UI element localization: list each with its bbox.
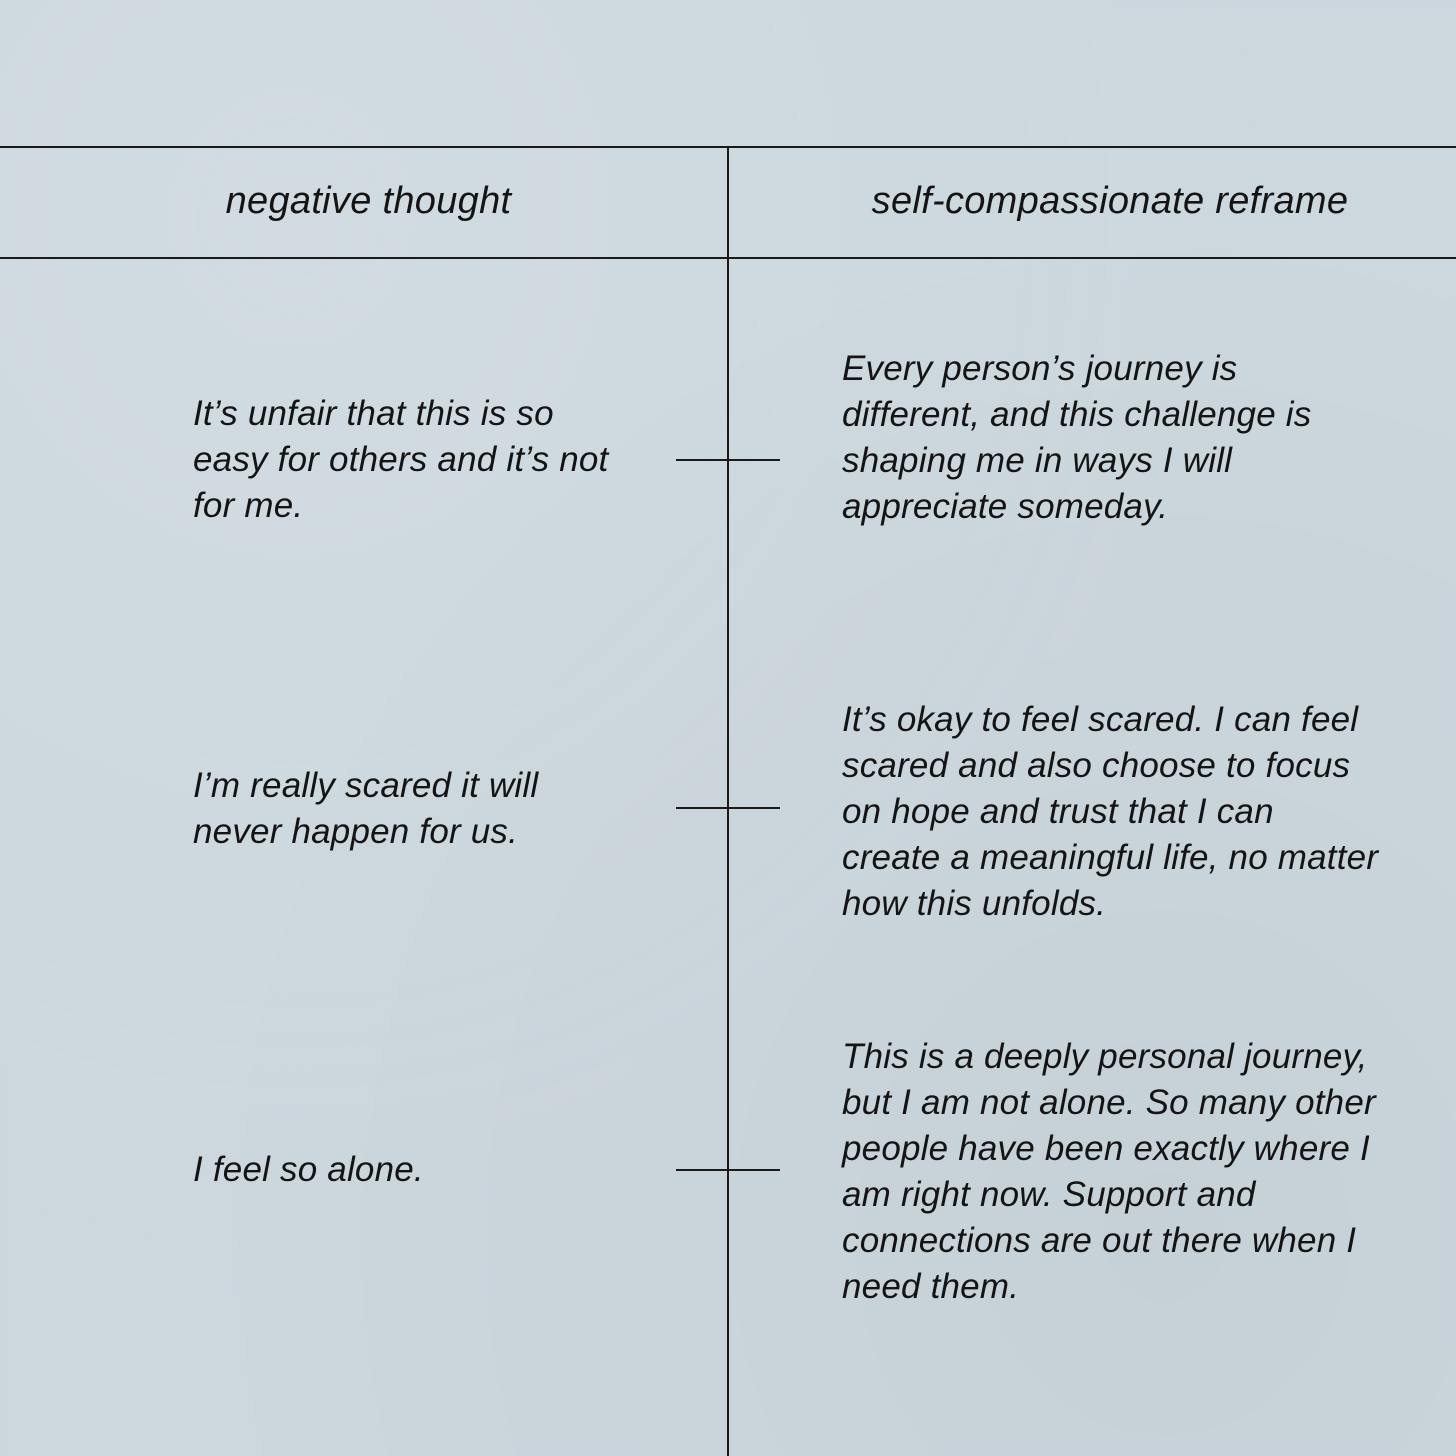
reframe-text: It’s okay to feel scared. I can feel scared and also choose to focus on hope and trust that I can create a meaningful life, no matter how this unfolds. <box>842 700 1379 923</box>
row-connector-1 <box>676 459 780 461</box>
reframe-text: Every person’s journey is different, and this challenge is shaping me in ways I will appreciate someday. <box>842 349 1312 526</box>
column-divider <box>727 146 729 1456</box>
reframe-text: This is a deeply personal journey, but I am not alone. So many other people have been exactly where I am right now. Support and connections are out there when I need them. <box>842 1037 1376 1306</box>
negative-thought-text: It’s unfair that this is so easy for others and it’s not for me. <box>193 394 609 525</box>
row-connector-3 <box>676 1169 780 1171</box>
column-header-negative-thought: negative thought <box>225 180 512 222</box>
row-connector-2 <box>676 807 780 809</box>
column-header-self-compassionate-reframe: self-compassionate reframe <box>871 180 1349 222</box>
reframe-3 <box>842 892 1382 1452</box>
negative-thought-text: I’m really scared it will never happen for us. <box>193 766 539 851</box>
negative-thought-text: I feel so alone. <box>193 1150 424 1189</box>
negative-thought-3 <box>193 890 633 1450</box>
